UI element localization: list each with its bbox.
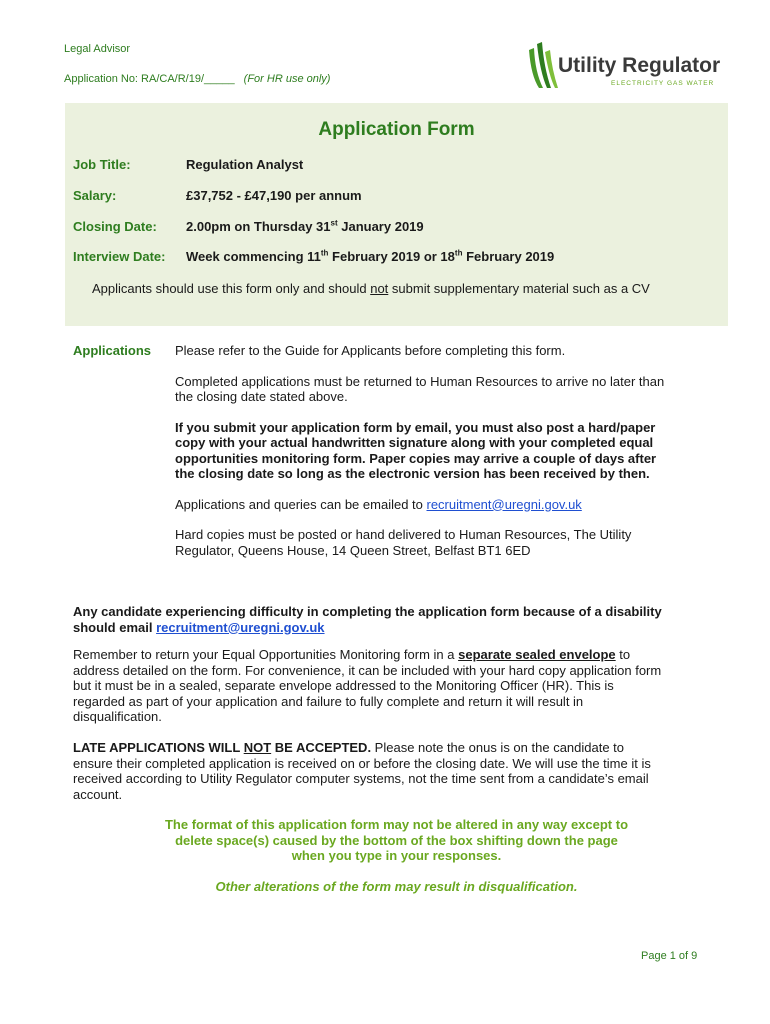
line: to [615,647,631,662]
logo-tagline: ELECTRICITY GAS WATER [611,80,715,87]
interview-date-suffix: th [320,248,329,258]
sealed-envelope-emphasis: separate sealed envelope [458,647,616,662]
hr-use-note: (For HR use only) [243,73,331,85]
salary-label: Salary: [73,188,117,203]
closing-date-label: Closing Date: [73,219,157,234]
line: address detailed on the form. For convenience, it can be included with your hard copy application form [73,662,662,678]
line: the closing date stated above. [175,389,348,404]
applications-label: Applications [73,343,152,358]
line: copy with your actual handwritten signature along with your completed equal [175,435,654,450]
line: The format of this application form may not be altered in any way except to [164,817,629,832]
format-note [65,817,728,894]
line: Any candidate experiencing difficulty in completing the application form because of a disability [73,604,662,619]
line: but it must be in a sealed, separate envelope addressed to the Monitoring Officer (HR). This is [73,678,614,693]
line: regarded as part of your application and failure to fully complete and return it will result in [73,693,584,709]
closing-date-suffix: st [330,218,338,228]
applications-text [175,343,720,558]
line: Please note the onus is on the candidate to [371,740,625,755]
late-heading: LATE APPLICATIONS WILL [73,740,244,755]
form-title: Application Form [318,119,475,140]
line: Completed applications must be returned to Human Resources to arrive no later than [175,373,665,389]
late-applications-paragraph [73,740,733,802]
interview-date-part: February 2019 or 18 [328,249,455,264]
applications-para-3 [175,420,720,482]
interview-date-value [186,249,554,264]
utility-regulator-logo [525,42,725,92]
disability-email-link[interactable]: recruitment@uregni.gov.uk [156,619,325,635]
applications-para-1: Please refer to the Guide for Applicants before completing this form. [175,343,566,358]
line: Hard copies must be posted or hand delivered to Human Resources, The Utility [175,527,632,542]
disqualification-note: Other alterations of the form may result in disqualification. [215,878,578,894]
interview-date-suffix: th [454,248,463,258]
applications-para-2 [175,374,720,405]
applicant-note-part: Applicants should use this form only and should [92,281,371,296]
disability-paragraph [73,604,733,635]
interview-date-part: February 2019 [462,249,555,264]
late-heading: BE ACCEPTED. [271,740,372,755]
salary-value: £37,752 - £47,190 per annum [186,188,362,203]
line: delete space(s) caused by the bottom of the box shifting down the page [175,832,618,848]
page-number: Page 1 of 9 [641,950,698,962]
line: account. [73,786,123,802]
recruitment-email-link[interactable]: recruitment@uregni.gov.uk [426,496,582,512]
monitoring-paragraph [73,647,733,725]
applicant-note-emphasis: not [370,281,389,296]
line: should email [73,619,157,635]
interview-date-part: Week commencing 11 [186,249,321,264]
closing-date-part: 2.00pm on Thursday 31 [186,219,331,234]
late-heading-emphasis: NOT [243,740,272,755]
closing-date-value [186,219,424,234]
logo-mark-icon [525,42,559,90]
closing-date-part: January 2019 [337,219,424,234]
applications-para-4 [175,497,720,513]
applicant-note [92,281,650,296]
email-intro: Applications and queries can be emailed to [175,496,427,512]
line: received according to Utility Regulator computer systems, not the time sent from a candidate’s email [73,771,649,786]
applications-para-5 [175,527,720,558]
interview-date-label: Interview Date: [73,249,166,264]
line: Remember to return your Equal Opportunities Monitoring form in a [73,647,459,662]
line: If you submit your application form by email, you must also post a hard/paper [175,419,656,435]
line: ensure their completed application is received on or before the closing date. We will use the time it is [73,755,651,771]
job-title-label: Job Title: [73,157,131,172]
line: when you type in your responses. [291,848,502,863]
logo-name: Utility Regulator [558,54,721,77]
position-title: Legal Advisor [64,43,131,55]
applicant-note-part: submit supplementary material such as a CV [388,281,650,296]
line: disqualification. [73,709,162,724]
application-form-box [65,103,728,326]
job-title-value: Regulation Analyst [186,157,304,172]
line: the closing date so long as the electronic version has been received by then. [175,466,650,481]
application-number-text: Application No: RA/CA/R/19/_____ [64,73,235,85]
application-number [64,73,330,85]
line: opportunities monitoring form. Paper copies may arrive a couple of days after [175,450,657,466]
line: Regulator, Queens House, 14 Queen Street, Belfast BT1 6ED [175,542,531,558]
